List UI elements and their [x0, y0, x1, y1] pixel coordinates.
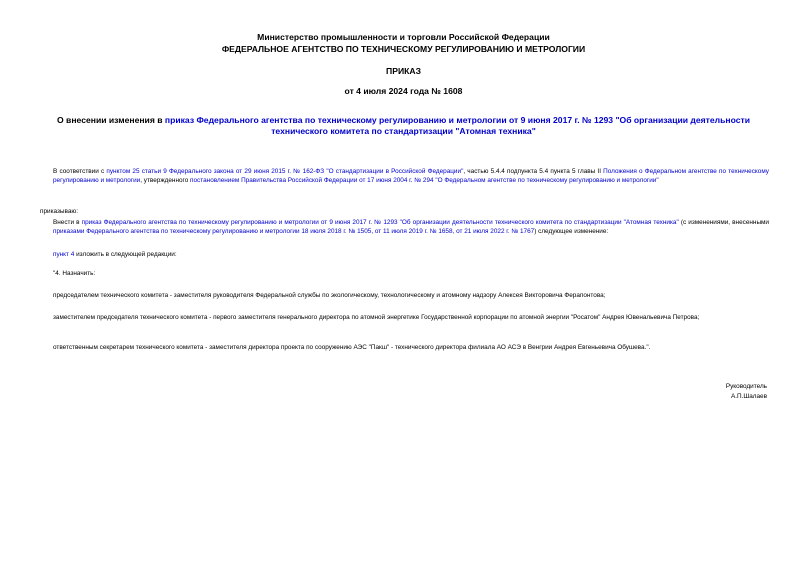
para3-text: изложить в следующей редакции: — [74, 251, 177, 258]
paragraph-chairman: председателем технического комитета - заместителя руководителя Федеральной службы по экологическому, технологическому и атомному надзору Алексея Викторовича Ферапонтова; — [53, 292, 606, 299]
para1-link-decree[interactable]: постановлением Правительства Российской Федерации от 17 июня 2004 г. № 294 "О Федеральном агентстве по техническому регулированию и метрологии" — [190, 177, 659, 184]
date-number-heading: от 4 июля 2024 года № 1608 — [344, 86, 463, 96]
title-prefix: О внесении изменения в — [56, 115, 165, 125]
paragraph-order-word: приказываю: — [40, 208, 78, 215]
paragraph-appoint: "4. Назначить: — [53, 270, 96, 277]
title-link[interactable]: приказ Федерального агентства по техническому регулированию и метрологии от 9 июня 2017 г. № 1293 "Об организации деятельности технического комитета по стандартизации "Атомная техника" — [164, 115, 751, 136]
para1-link-law[interactable]: пунктом 25 статьи 9 Федерального закона от 29 июня 2015 г. № 162-ФЗ "О стандартизации в Российской Федерации" — [106, 168, 464, 175]
para2-link-amendments[interactable]: приказами Федерального агентства по техническому регулированию и метрологии 18 июля 2018 г. № 1505, от 11 июля 2019 г. № 1658, от 21 июля 2022 г. № 1767 — [53, 228, 535, 235]
para1-text-1: В соответствии с — [53, 168, 107, 175]
signature-block — [726, 382, 767, 402]
signature-role: Руководитель — [725, 383, 767, 390]
paragraph-deputy: заместителем председателя технического комитета - первого заместителя генерального директора по атомной энергетике Государственной корпорации по атомной энергии "Росатом" Андрея Ювенальевича Петрова; — [53, 314, 700, 321]
para2-link-order[interactable]: приказ Федерального агентства по техническому регулированию и метрологии от 9 июня 2017 г. № 1293 "Об организации деятельности технического комитета по стандартизации "Атомная техника" — [81, 219, 679, 226]
paragraph-amend — [53, 218, 769, 236]
agency-heading: ФЕДЕРАЛЬНОЕ АГЕНТСТВО ПО ТЕХНИЧЕСКОМУ РЕГУЛИРОВАНИЮ И МЕТРОЛОГИИ — [221, 44, 586, 54]
para1-link-regulation[interactable]: Положения о Федеральном агентстве по техническому регулированию и метрологии — [53, 168, 769, 184]
para3-link-point[interactable]: пункт 4 — [53, 251, 75, 258]
para2-text-3: ) следующее изменение: — [534, 228, 609, 235]
paragraph-secretary: ответственным секретарем технического комитета - заместителя директора проекта по сооружению АЭС "Пакш" - технического директора филиала АО АСЭ в Венгрии Андрея Евгеньевича Обушева.". — [53, 344, 651, 351]
signature-name: А.П.Шалаев — [730, 393, 767, 400]
para1-text-2: , частью 5.4.4 подпункта 5.4 пункта 5 главы II — [463, 168, 604, 175]
paragraph-point4 — [53, 250, 769, 259]
doc-type-heading: ПРИКАЗ — [386, 66, 421, 76]
document-title — [40, 115, 767, 137]
para2-text-1: Внести в — [53, 219, 82, 226]
ministry-heading: Министерство промышленности и торговли Российской Федерации — [257, 32, 550, 42]
paragraph-basis — [53, 167, 769, 185]
para2-text-2: (с изменениями, внесенными — [678, 219, 770, 226]
para1-text-3: , утвержденного — [140, 177, 191, 184]
